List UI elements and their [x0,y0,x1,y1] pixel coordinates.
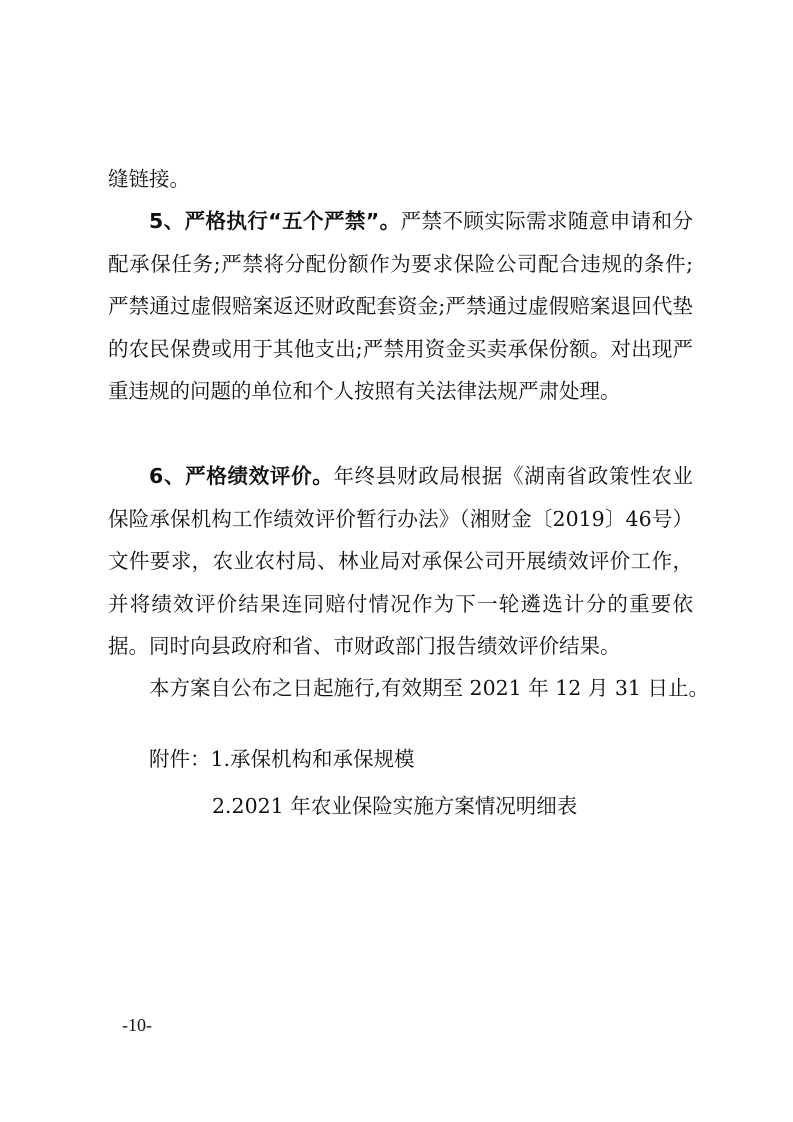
attachment-item-2: 2.2021 年农业保险实施方案情况明细表 [212,794,578,818]
attachment-item-1: 附件：1.承保机构和承保规模 [149,747,415,771]
item-6-heading: 6、严格绩效评价。 [149,464,334,488]
continuation-text: 缝链接。 [108,167,190,191]
item-6-paragraph [108,455,693,668]
item-5-body: 严禁不顾实际需求随意申请和分配承保任务;严禁将分配份额作为要求保险公司配合违规的条件;严禁通过虚假赔案返还财政配套资金;严禁通过虚假赔案退回代垫的农民保费或用于其他支出;严禁用资金买卖承保份额。对出现严重违规的问题的单位和个人按照有关法律法规严肃处理。 [108,209,693,403]
continuation-paragraph [108,158,693,201]
item-6-body: 年终县财政局根据《湖南省政策性农业保险承保机构工作绩效评价暂行办法》（湘财金〔2019〕46号）文件要求，农业农村局、林业局对承保公司开展绩效评价工作，并将绩效评价结果连同赔付情况作为下一轮遴选计分的重要依据。同时向县政府和省、市财政部门报告绩效评价结果。 [108,464,693,658]
item-5-paragraph [108,200,693,413]
page-number: -10- [122,1015,152,1035]
closing-statement: 本方案自公布之日起施行,有效期至 2021 年 12 月 31 日止。 [149,676,709,700]
item-5-heading: 5、严格执行“五个严禁”。 [149,209,401,233]
